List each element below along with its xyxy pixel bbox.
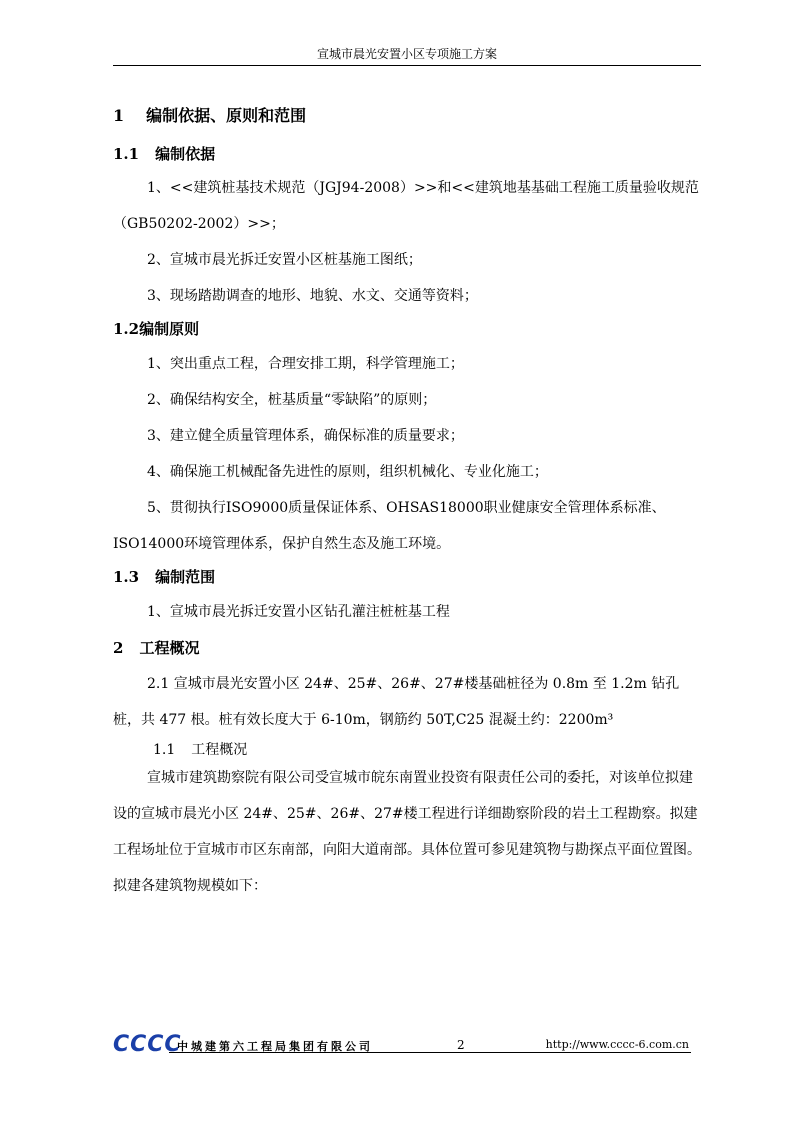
- paragraph: 2、宣城市晨光拆迁安置小区桩基施工图纸；: [147, 252, 422, 268]
- paragraph: 3、现场踏勘调查的地形、地貌、水文、交通等资料；: [147, 288, 478, 304]
- heading-text: 编制范围: [155, 568, 216, 586]
- heading-number: 1.1: [153, 742, 176, 758]
- heading-section-1-1: [113, 143, 215, 165]
- paragraph: 1、突出重点工程，合理安排工期，科学管理施工；: [147, 356, 464, 372]
- heading-number: 2: [113, 639, 124, 657]
- heading-text: 编制依据: [155, 145, 216, 163]
- heading-text: 工程概况: [191, 742, 248, 758]
- heading-section-2: [113, 637, 199, 659]
- heading-number: 1.1: [113, 145, 140, 163]
- heading-section-1-3: [113, 566, 215, 588]
- page-number: 2: [457, 1038, 465, 1052]
- footer-url[interactable]: http://www.cccc-6.com.cn: [545, 1038, 689, 1051]
- company-name: 中城建第六工程局集团有限公司: [177, 1040, 373, 1053]
- paragraph: 1、<<建筑桩基技术规范（JGJ94-2008）>>和<<建筑地基基础工程施工质量验收规范（GB50202-2002）>>；: [113, 180, 699, 232]
- paragraph: 宣城市建筑勘察院有限公司受宣城市皖东南置业投资有限责任公司的委托，对该单位拟建设的宣城市晨光小区 24#、25#、26#、27#楼工程进行详细勘察阶段的岩土工程勘察。拟建工程场址位于宣城市市区东南部，向阳大道南部。具体位置可参见建筑物与勘探点平面位置图。拟建各建筑物规模如下：: [113, 770, 701, 894]
- heading-section-1-2: [113, 318, 199, 340]
- page-footer: [113, 1028, 701, 1068]
- heading-number: 1: [113, 106, 125, 125]
- heading-subsection: [153, 739, 247, 761]
- heading-section-1: [113, 104, 306, 128]
- company-logo: CCCC: [113, 1032, 182, 1057]
- paragraph: 3、建立健全质量管理体系，确保标准的质量要求；: [147, 428, 464, 444]
- heading-number: 1.3: [113, 568, 140, 586]
- heading-text: 编制原则: [139, 320, 200, 338]
- heading-text: 工程概况: [139, 639, 200, 657]
- heading-number: 1.2: [113, 320, 140, 338]
- page-header-title: 宣城市晨光安置小区专项施工方案: [316, 47, 497, 61]
- footer-rule: [169, 1052, 691, 1053]
- paragraph: 5、贯彻执行ISO9000质量保证体系、OHSAS18000职业健康安全管理体系标准、ISO14000环境管理体系，保护自然生态及施工环境。: [113, 500, 666, 552]
- paragraph: 2、确保结构安全，桩基质量“零缺陷”的原则；: [147, 392, 437, 408]
- paragraph: 4、确保施工机械配备先进性的原则，组织机械化、专业化施工；: [147, 464, 548, 480]
- paragraph: 2.1 宣城市晨光安置小区 24#、25#、26#、27#楼基础桩径为 0.8m 至 1.2m 钻孔桩，共 477 根。桩有效长度大于 6-10m，钢筋约 50T,C25 混凝土约：2200m³: [113, 676, 680, 728]
- header-rule: [113, 65, 701, 66]
- paragraph: 1、宣城市晨光拆迁安置小区钻孔灌注桩桩基工程: [147, 604, 450, 620]
- heading-text: 编制依据、原则和范围: [146, 106, 307, 125]
